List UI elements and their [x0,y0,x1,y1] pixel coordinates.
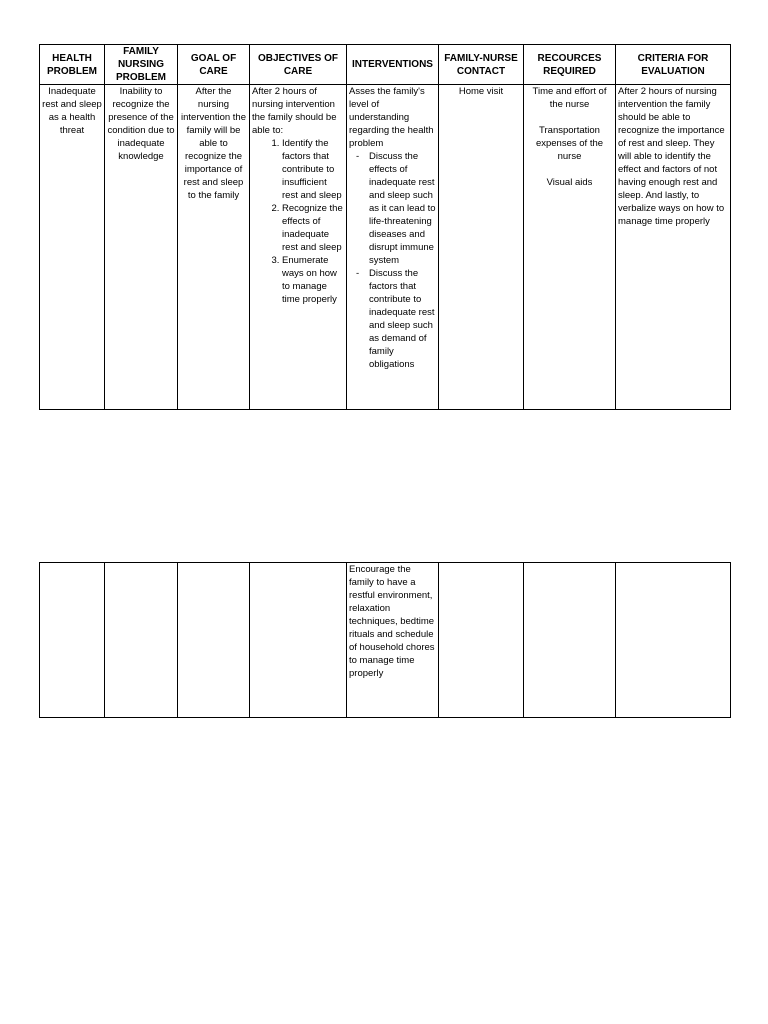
objective-item: 3. Enumerate ways on how to manage time properly [282,254,344,306]
goal-of-care-cell: After the nursing intervention the family will be able to recognize the importance of rest and sleep to the family [178,85,250,410]
criteria-for-evaluation-cell: After 2 hours of nursing intervention the family should be able to recognize the importance of rest and sleep. They will able to identify the effect and factors of not having enough rest and sleep. And lastly, to verbalize ways on how to manage time properly [616,85,731,410]
family-nurse-contact-cell: Home visit [439,85,524,410]
header-criteria-for-evaluation: CRITERIA FOR EVALUATION [616,45,731,85]
interventions-continued-cell: Encourage the family to have a restful environment, relaxation techniques, bedtime rituals and schedule of household chores to manage time properly [347,563,439,718]
empty-cell [439,563,524,718]
resource-item: Visual aids [546,177,593,188]
header-row [40,45,731,85]
objectives-list [252,137,344,306]
header-family-nursing-problem: FAMILY NURSING PROBLEM [105,45,178,85]
empty-cell [105,563,178,718]
empty-cell [524,563,616,718]
family-nursing-problem-cell: Inability to recognize the presence of the condition due to inadequate knowledge [105,85,178,410]
resource-item: Transportation expenses of the nurse [535,125,604,162]
interventions-intro: Asses the family's level of understanding regarding the health problem [349,86,434,149]
empty-cell [178,563,250,718]
objectives-intro: After 2 hours of nursing intervention the family should be able to: [252,86,337,136]
resources-required-cell [524,85,616,410]
intervention-item: - Discuss the factors that contribute to inadequate rest and sleep such as demand of family obligations [369,267,436,371]
intervention-item: - Discuss the effects of inadequate rest and sleep such as it can lead to life-threatening diseases and disrupt immune system [369,150,436,267]
objective-item: 2. Recognize the effects of inadequate rest and sleep [282,202,344,254]
interventions-list [349,150,436,371]
health-problem-cell: Inadequate rest and sleep as a health threat [40,85,105,410]
interventions-cell [347,85,439,410]
table-row [40,85,731,410]
empty-cell [250,563,347,718]
objectives-of-care-cell [250,85,347,410]
empty-cell [40,563,105,718]
resource-item: Time and effort of the nurse [532,86,607,110]
empty-cell [616,563,731,718]
header-family-nurse-contact: FAMILY-NURSE CONTACT [439,45,524,85]
objective-item: 1. Identify the factors that contribute to insufficient rest and sleep [282,137,344,202]
header-goal-of-care: GOAL OF CARE [178,45,250,85]
header-objectives-of-care: OBJECTIVES OF CARE [250,45,347,85]
header-health-problem: HEALTH PROBLEM [40,45,105,85]
nursing-care-plan-continuation-table [39,562,731,718]
nursing-care-plan-table [39,44,731,410]
header-resources-required: RECOURCES REQUIRED [524,45,616,85]
header-interventions: INTERVENTIONS [347,45,439,85]
table-row [40,563,731,718]
